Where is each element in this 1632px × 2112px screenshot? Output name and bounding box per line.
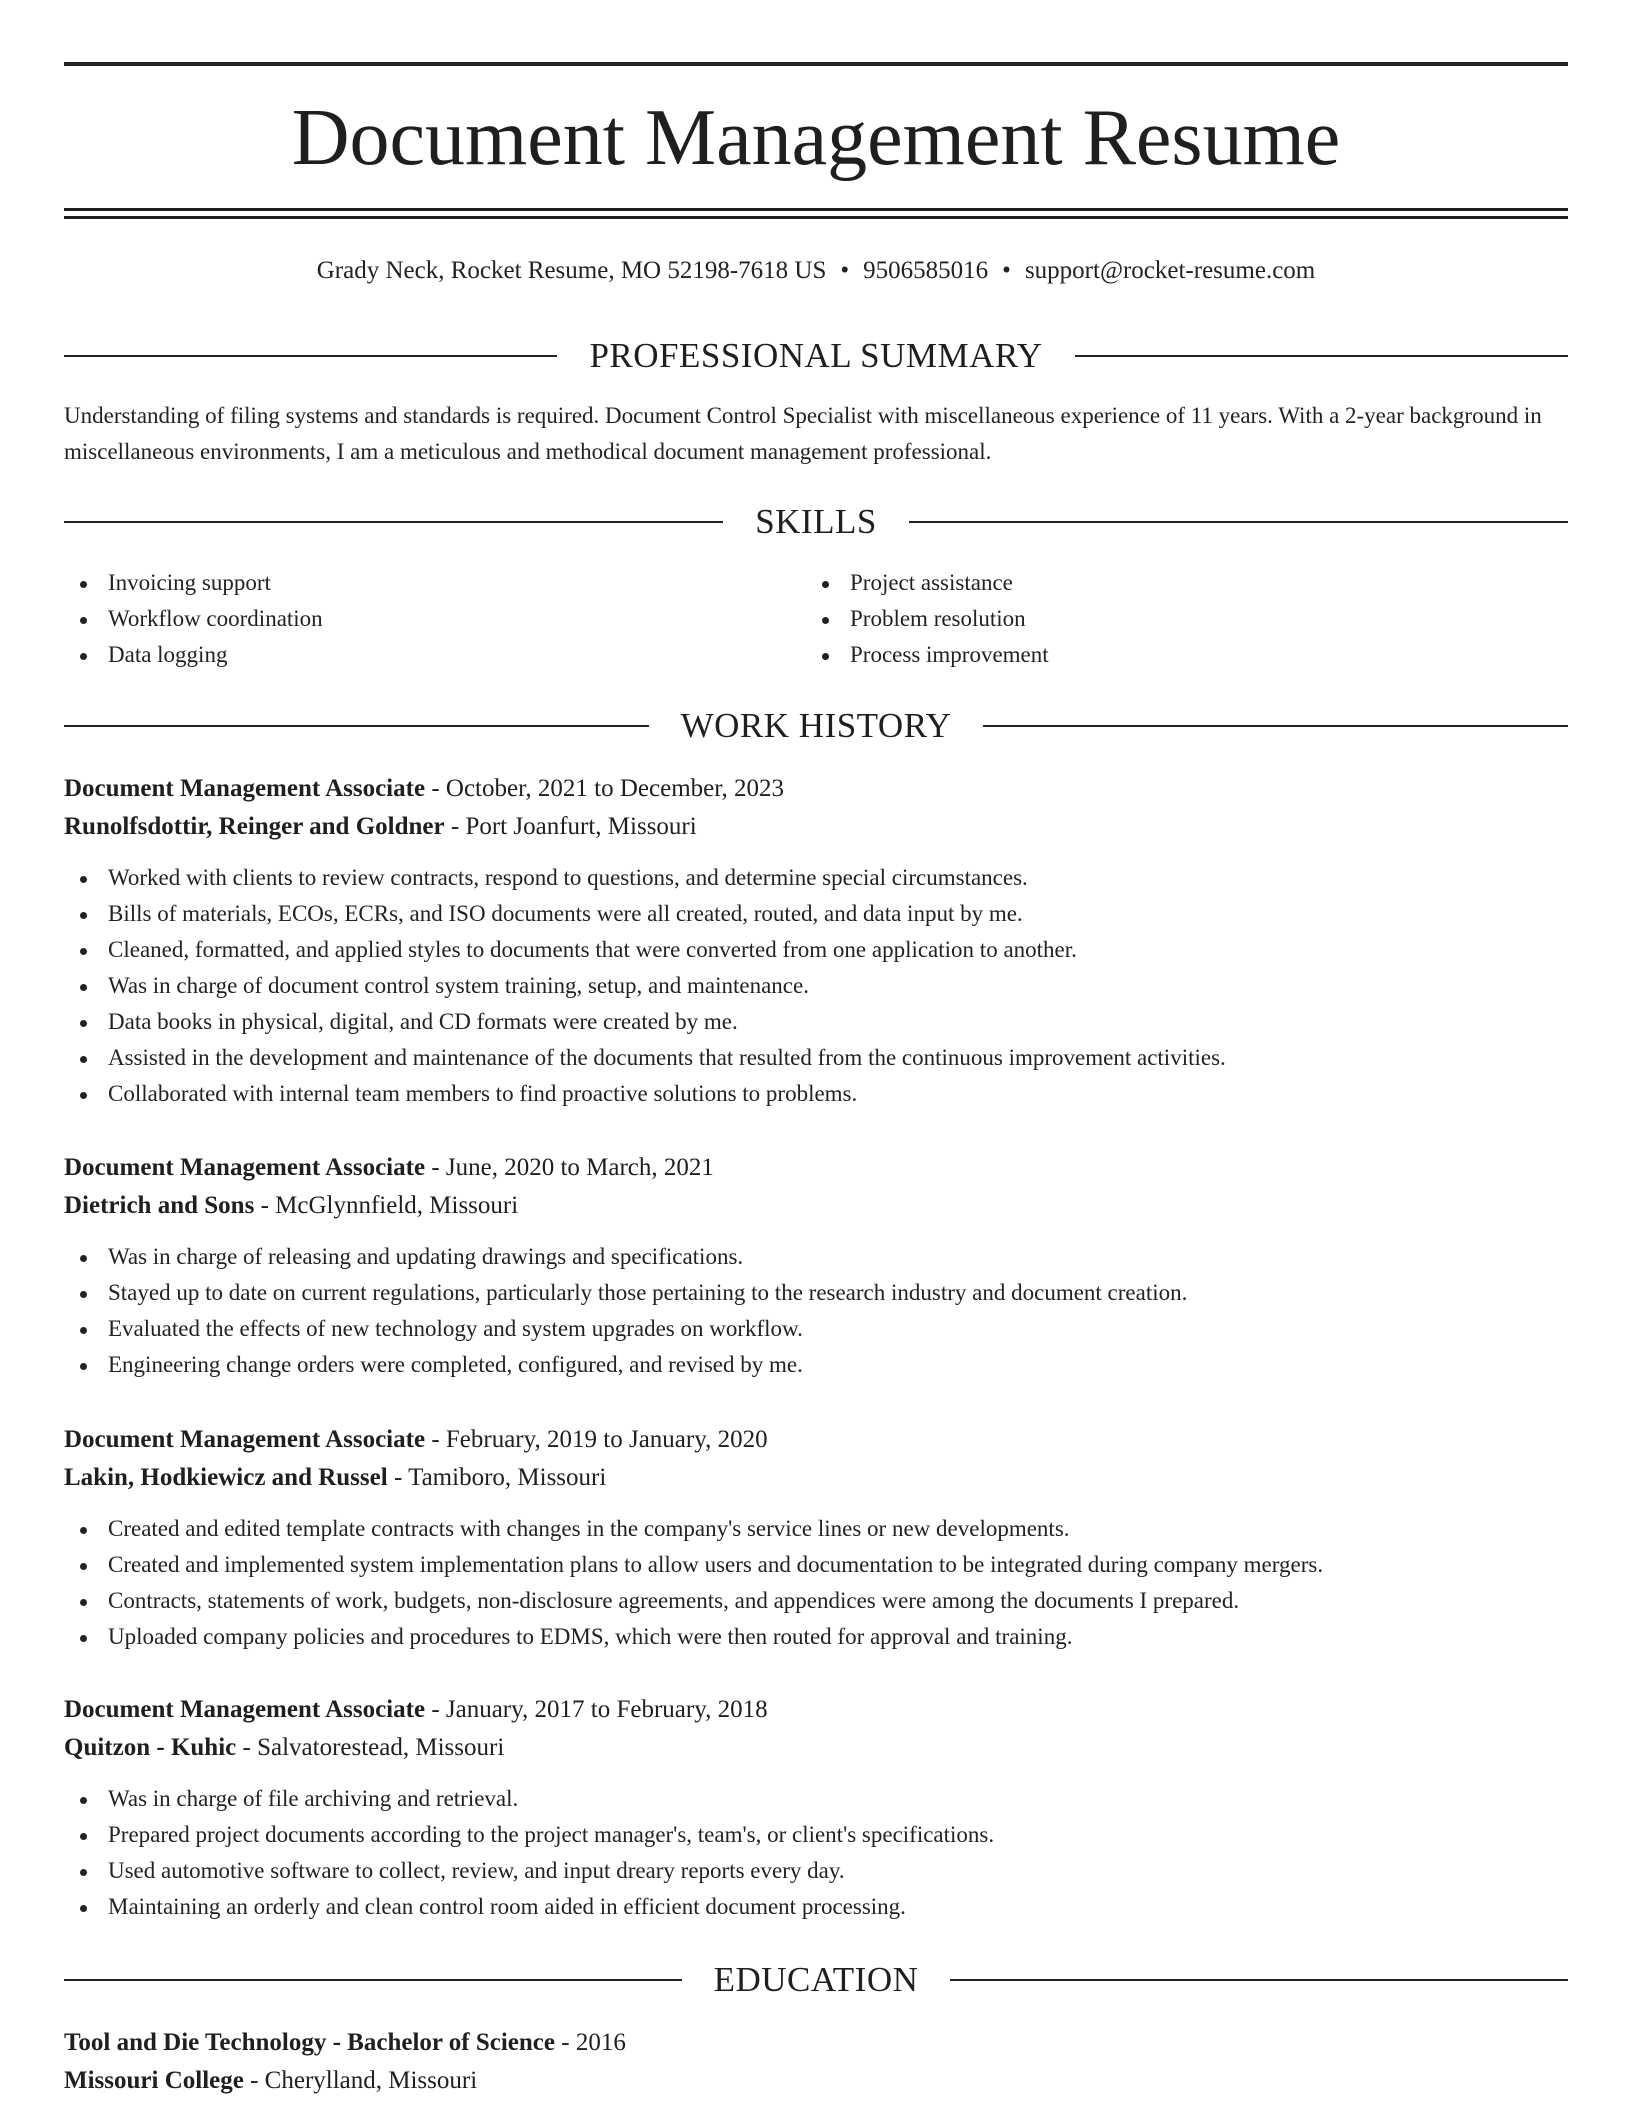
job-title-line: Document Management Associate - June, 2020 to March, 2021 xyxy=(64,1154,714,1181)
job-entry xyxy=(64,1691,1568,1925)
contact-email: support@rocket-resume.com xyxy=(1024,257,1316,284)
contact-separator: • xyxy=(840,257,850,284)
job-bullet: Assisted in the development and maintenance of the documents that resulted from the continuous improvement activities. xyxy=(64,1040,1568,1076)
job-company: Lakin, Hodkiewicz and Russel xyxy=(64,1464,388,1491)
education-location: Cherylland, Missouri xyxy=(264,2067,478,2094)
section-summary-heading xyxy=(64,334,1568,378)
job-bullet: Contracts, statements of work, budgets, non-disclosure agreements, and appendices were among the documents I prepared. xyxy=(64,1583,1568,1619)
job-bullet: Bills of materials, ECOs, ECRs, and ISO documents were all created, routed, and data input by me. xyxy=(64,896,1568,932)
job-bullet: Was in charge of releasing and updating drawings and specifications. xyxy=(64,1239,1568,1275)
job-title-line: Document Management Associate - February, 2019 to January, 2020 xyxy=(64,1426,768,1453)
job-bullet: Was in charge of document control system training, setup, and maintenance. xyxy=(64,968,1568,1004)
contact-separator: • xyxy=(1002,257,1011,284)
job-company: Runolfsdottir, Reinger and Goldner xyxy=(64,813,445,840)
job-company: Dietrich and Sons xyxy=(64,1192,255,1219)
skills-column-left xyxy=(64,565,764,673)
job-bullet: Engineering change orders were completed, configured, and revised by me. xyxy=(64,1347,1568,1383)
job-company-line: Quitzon - Kuhic - Salvatorestead, Missouri xyxy=(64,1734,505,1761)
job-bullet: Created and edited template contracts with changes in the company's service lines or new developments. xyxy=(64,1511,1568,1547)
job-dates: February, 2019 to January, 2020 xyxy=(445,1426,768,1453)
top-rule xyxy=(64,62,1568,66)
job-bullet: Evaluated the effects of new technology and system upgrades on workflow. xyxy=(64,1311,1568,1347)
job-bullet: Uploaded company policies and procedures to EDMS, which were then routed for approval and training. xyxy=(64,1619,1568,1655)
skill-item: Problem resolution xyxy=(806,601,1506,637)
heading-rule xyxy=(983,725,1568,727)
section-title: SKILLS xyxy=(755,502,877,541)
job-title: Document Management Associate xyxy=(64,1696,426,1723)
heading-rule xyxy=(64,725,649,727)
summary-text: Understanding of filing systems and standards is required. Document Control Specialist with miscellaneous experience of 11 years. With a 2-year background in miscellaneous environments, I am a meticulous and methodical document management professional. xyxy=(64,403,1542,464)
section-title: PROFESSIONAL SUMMARY xyxy=(589,336,1043,375)
job-entry xyxy=(64,770,1568,1112)
section-title: EDUCATION xyxy=(713,1960,919,1999)
job-company-line: Runolfsdottir, Reinger and Goldner - Port Joanfurt, Missouri xyxy=(64,813,697,840)
skill-item: Workflow coordination xyxy=(64,601,764,637)
heading-rule xyxy=(64,355,557,357)
job-bullet: Cleaned, formatted, and applied styles to documents that were converted from one application to another. xyxy=(64,932,1568,968)
contact-phone: 9506585016 xyxy=(863,257,989,284)
section-education-heading xyxy=(64,1958,1568,2002)
job-company-line: Lakin, Hodkiewicz and Russel - Tamiboro, Missouri xyxy=(64,1464,607,1491)
job-entry xyxy=(64,1149,1568,1383)
job-title-line: Document Management Associate - October, 2021 to December, 2023 xyxy=(64,775,785,802)
job-bullet: Prepared project documents according to the project manager's, team's, or client's specifications. xyxy=(64,1817,1568,1853)
job-bullet: Was in charge of file archiving and retrieval. xyxy=(64,1781,1568,1817)
job-dates: June, 2020 to March, 2021 xyxy=(445,1154,714,1181)
education-year: 2016 xyxy=(575,2029,626,2056)
job-location: Salvatorestead, Missouri xyxy=(257,1734,505,1761)
job-dates: January, 2017 to February, 2018 xyxy=(445,1696,768,1723)
skill-item: Invoicing support xyxy=(64,565,764,601)
job-location: Tamiboro, Missouri xyxy=(408,1464,607,1491)
job-dates: October, 2021 to December, 2023 xyxy=(445,775,785,802)
heading-rule xyxy=(1075,355,1568,357)
page-title: Document Management Resume xyxy=(291,94,1341,182)
skill-item: Process improvement xyxy=(806,637,1506,673)
job-title: Document Management Associate xyxy=(64,1154,426,1181)
job-title: Document Management Associate xyxy=(64,1426,426,1453)
heading-rule xyxy=(64,521,723,523)
heading-rule xyxy=(950,1979,1568,1981)
job-bullet: Created and implemented system implementation plans to allow users and documentation to be integrated during company mergers. xyxy=(64,1547,1568,1583)
skills-column-right xyxy=(806,565,1506,673)
education-school: Missouri College xyxy=(64,2067,244,2094)
job-entry xyxy=(64,1421,1568,1655)
job-bullet: Worked with clients to review contracts, respond to questions, and determine special circumstances. xyxy=(64,860,1568,896)
job-bullet: Collaborated with internal team members to find proactive solutions to problems. xyxy=(64,1076,1568,1112)
skill-item: Data logging xyxy=(64,637,764,673)
heading-rule xyxy=(909,521,1568,523)
job-title: Document Management Associate xyxy=(64,775,426,802)
job-bullet: Data books in physical, digital, and CD formats were created by me. xyxy=(64,1004,1568,1040)
job-location: Port Joanfurt, Missouri xyxy=(465,813,697,840)
contact-address: Grady Neck, Rocket Resume, MO 52198-7618 US xyxy=(316,257,827,284)
skill-item: Project assistance xyxy=(806,565,1506,601)
job-bullet: Maintaining an orderly and clean control room aided in efficient document processing. xyxy=(64,1889,1568,1925)
job-company-line: Dietrich and Sons - McGlynnfield, Missouri xyxy=(64,1192,519,1219)
section-skills-heading xyxy=(64,500,1568,544)
job-company: Quitzon - Kuhic xyxy=(64,1734,237,1761)
heading-rule xyxy=(64,1979,682,1981)
job-location: McGlynnfield, Missouri xyxy=(275,1192,519,1219)
section-title: WORK HISTORY xyxy=(680,706,952,745)
title-double-rule-bottom xyxy=(64,216,1568,219)
education-school-line: Missouri College - Cherylland, Missouri xyxy=(64,2067,478,2094)
education-degree-line: Tool and Die Technology - Bachelor of Science - 2016 xyxy=(64,2029,626,2056)
job-title-line: Document Management Associate - January, 2017 to February, 2018 xyxy=(64,1696,768,1723)
section-work-heading xyxy=(64,704,1568,748)
contact-line xyxy=(64,254,1568,288)
education-entry xyxy=(64,2024,1568,2100)
job-bullet: Used automotive software to collect, review, and input dreary reports every day. xyxy=(64,1853,1568,1889)
education-degree: Tool and Die Technology - Bachelor of Science xyxy=(64,2029,556,2056)
job-bullet: Stayed up to date on current regulations, particularly those pertaining to the research industry and document creation. xyxy=(64,1275,1568,1311)
title-double-rule-top xyxy=(64,208,1568,211)
